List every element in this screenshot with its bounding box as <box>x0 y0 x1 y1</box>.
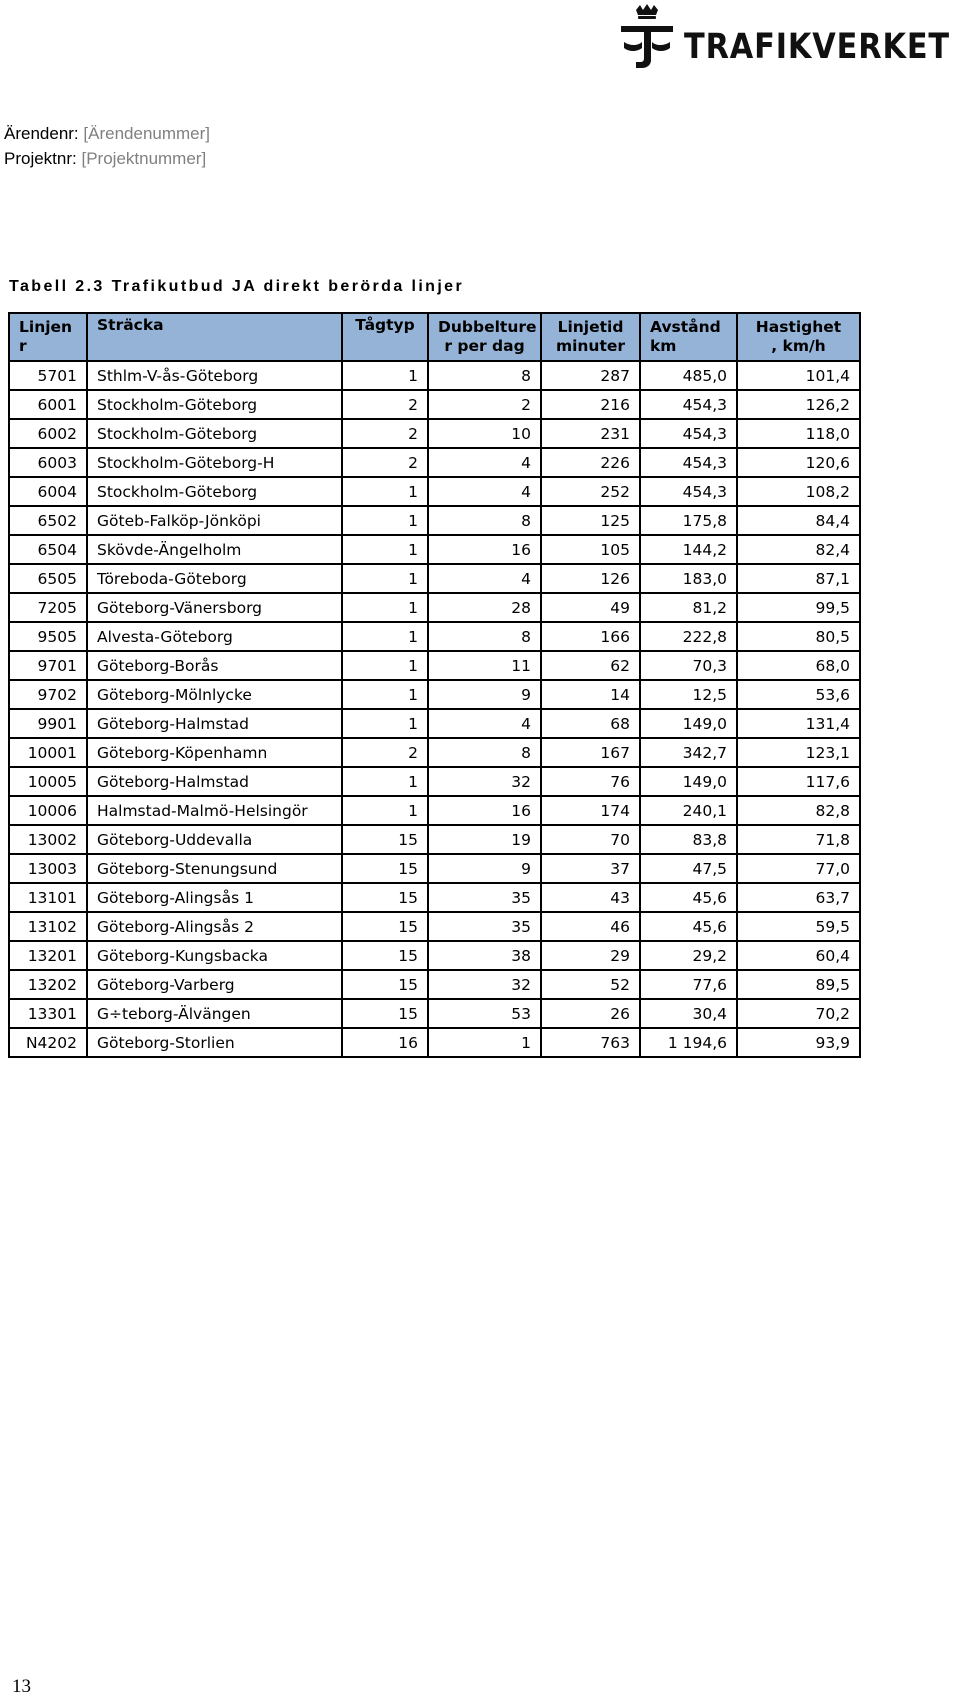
cell-tagtyp: 1 <box>342 796 428 825</box>
cell-tagtyp: 15 <box>342 941 428 970</box>
cell-avstand: 222,8 <box>640 622 737 651</box>
table-body <box>9 361 860 1057</box>
cell-linjetid: 68 <box>541 709 640 738</box>
table-row <box>9 796 860 825</box>
cell-linjenr: 6502 <box>9 506 87 535</box>
cell-linjetid: 52 <box>541 970 640 999</box>
cell-hastighet: 108,2 <box>737 477 860 506</box>
cell-hastighet: 77,0 <box>737 854 860 883</box>
cell-linjetid: 70 <box>541 825 640 854</box>
cell-linjetid: 216 <box>541 390 640 419</box>
cell-avstand: 1 194,6 <box>640 1028 737 1057</box>
cell-tagtyp: 1 <box>342 506 428 535</box>
cell-avstand: 485,0 <box>640 361 737 390</box>
projektnr-line <box>4 149 206 169</box>
cell-linjenr: 9701 <box>9 651 87 680</box>
table-row <box>9 738 860 767</box>
cell-stracka: Göteborg-Kungsbacka <box>87 941 342 970</box>
cell-linjenr: 10005 <box>9 767 87 796</box>
cell-dubbelturer: 11 <box>428 651 541 680</box>
cell-stracka: Alvesta-Göteborg <box>87 622 342 651</box>
table-row <box>9 477 860 506</box>
cell-stracka: Stockholm-Göteborg <box>87 419 342 448</box>
cell-linjetid: 763 <box>541 1028 640 1057</box>
cell-hastighet: 101,4 <box>737 361 860 390</box>
table-row <box>9 448 860 477</box>
cell-hastighet: 70,2 <box>737 999 860 1028</box>
table-caption: Tabell 2.3 Trafikutbud JA direkt berörda linjer <box>9 278 465 295</box>
cell-avstand: 29,2 <box>640 941 737 970</box>
cell-dubbelturer: 28 <box>428 593 541 622</box>
cell-stracka: Stockholm-Göteborg <box>87 390 342 419</box>
projektnr-value: [Projektnummer] <box>81 149 207 168</box>
cell-hastighet: 60,4 <box>737 941 860 970</box>
col-header-line-1: Avstånd <box>650 318 721 336</box>
table-row <box>9 854 860 883</box>
cell-stracka: Göteborg-Storlien <box>87 1028 342 1057</box>
cell-linjenr: 6001 <box>9 390 87 419</box>
cell-dubbelturer: 16 <box>428 796 541 825</box>
cell-tagtyp: 2 <box>342 390 428 419</box>
cell-hastighet: 131,4 <box>737 709 860 738</box>
cell-stracka: Halmstad-Malmö-Helsingör <box>87 796 342 825</box>
cell-avstand: 175,8 <box>640 506 737 535</box>
cell-tagtyp: 1 <box>342 535 428 564</box>
cell-hastighet: 68,0 <box>737 651 860 680</box>
cell-linjenr: 6504 <box>9 535 87 564</box>
cell-linjenr: 13301 <box>9 999 87 1028</box>
cell-tagtyp: 15 <box>342 883 428 912</box>
cell-linjenr: 10001 <box>9 738 87 767</box>
traffic-table <box>8 312 861 1058</box>
cell-tagtyp: 1 <box>342 361 428 390</box>
cell-dubbelturer: 8 <box>428 361 541 390</box>
cell-stracka: Göteborg-Uddevalla <box>87 825 342 854</box>
cell-avstand: 183,0 <box>640 564 737 593</box>
cell-stracka: Göteborg-Alingsås 1 <box>87 883 342 912</box>
cell-stracka: Sthlm-V-ås-Göteborg <box>87 361 342 390</box>
cell-avstand: 30,4 <box>640 999 737 1028</box>
cell-linjenr: 6505 <box>9 564 87 593</box>
cell-stracka: Göteborg-Mölnlycke <box>87 680 342 709</box>
cell-avstand: 47,5 <box>640 854 737 883</box>
cell-linjetid: 62 <box>541 651 640 680</box>
col-header-line-1: Sträcka <box>97 316 164 334</box>
cell-dubbelturer: 10 <box>428 419 541 448</box>
cell-tagtyp: 1 <box>342 593 428 622</box>
cell-tagtyp: 1 <box>342 564 428 593</box>
cell-stracka: G÷teborg-Älvängen <box>87 999 342 1028</box>
cell-linjetid: 174 <box>541 796 640 825</box>
col-header-line-2: , km/h <box>771 337 826 355</box>
cell-avstand: 77,6 <box>640 970 737 999</box>
col-header-hastighet <box>737 313 860 361</box>
cell-stracka: Stockholm-Göteborg <box>87 477 342 506</box>
cell-hastighet: 123,1 <box>737 738 860 767</box>
col-header-line-2: km <box>650 337 677 355</box>
cell-avstand: 70,3 <box>640 651 737 680</box>
table-row <box>9 970 860 999</box>
table-row <box>9 593 860 622</box>
cell-avstand: 45,6 <box>640 883 737 912</box>
col-header-tagtyp <box>342 313 428 361</box>
cell-avstand: 81,2 <box>640 593 737 622</box>
cell-dubbelturer: 4 <box>428 477 541 506</box>
cell-avstand: 12,5 <box>640 680 737 709</box>
cell-tagtyp: 1 <box>342 477 428 506</box>
cell-stracka: Skövde-Ängelholm <box>87 535 342 564</box>
cell-dubbelturer: 4 <box>428 448 541 477</box>
cell-tagtyp: 1 <box>342 709 428 738</box>
cell-hastighet: 93,9 <box>737 1028 860 1057</box>
cell-dubbelturer: 9 <box>428 854 541 883</box>
cell-avstand: 454,3 <box>640 419 737 448</box>
cell-dubbelturer: 19 <box>428 825 541 854</box>
cell-tagtyp: 15 <box>342 970 428 999</box>
cell-linjenr: 6004 <box>9 477 87 506</box>
cell-dubbelturer: 1 <box>428 1028 541 1057</box>
cell-hastighet: 53,6 <box>737 680 860 709</box>
cell-linjenr: 5701 <box>9 361 87 390</box>
cell-avstand: 454,3 <box>640 448 737 477</box>
cell-tagtyp: 15 <box>342 912 428 941</box>
arendenr-label: Ärendenr: <box>4 124 79 143</box>
cell-stracka: Göteborg-Alingsås 2 <box>87 912 342 941</box>
cell-tagtyp: 1 <box>342 680 428 709</box>
cell-hastighet: 82,4 <box>737 535 860 564</box>
cell-avstand: 454,3 <box>640 390 737 419</box>
cell-hastighet: 87,1 <box>737 564 860 593</box>
col-header-stracka <box>87 313 342 361</box>
cell-stracka: Göteborg-Borås <box>87 651 342 680</box>
cell-dubbelturer: 8 <box>428 506 541 535</box>
cell-linjetid: 105 <box>541 535 640 564</box>
cell-hastighet: 71,8 <box>737 825 860 854</box>
table-row <box>9 680 860 709</box>
cell-linjenr: 13003 <box>9 854 87 883</box>
arendenr-value: [Ärendenummer] <box>83 124 211 143</box>
projektnr-label: Projektnr: <box>4 149 77 168</box>
cell-dubbelturer: 32 <box>428 970 541 999</box>
cell-tagtyp: 1 <box>342 651 428 680</box>
col-header-linjetid <box>541 313 640 361</box>
table-row <box>9 506 860 535</box>
cell-linjetid: 37 <box>541 854 640 883</box>
col-header-linjenr <box>9 313 87 361</box>
cell-hastighet: 99,5 <box>737 593 860 622</box>
col-header-line-1: Linjetid <box>557 318 624 336</box>
table-row <box>9 912 860 941</box>
cell-linjetid: 125 <box>541 506 640 535</box>
cell-stracka: Göteborg-Varberg <box>87 970 342 999</box>
col-header-line-1: Hastighet <box>755 318 842 336</box>
table-header-row <box>9 313 860 361</box>
cell-linjetid: 231 <box>541 419 640 448</box>
cell-dubbelturer: 32 <box>428 767 541 796</box>
cell-linjetid: 252 <box>541 477 640 506</box>
cell-hastighet: 80,5 <box>737 622 860 651</box>
cell-linjenr: 9702 <box>9 680 87 709</box>
cell-tagtyp: 15 <box>342 825 428 854</box>
table-row <box>9 825 860 854</box>
cell-stracka: Töreboda-Göteborg <box>87 564 342 593</box>
cell-linjetid: 14 <box>541 680 640 709</box>
cell-dubbelturer: 4 <box>428 564 541 593</box>
cell-hastighet: 84,4 <box>737 506 860 535</box>
cell-tagtyp: 2 <box>342 448 428 477</box>
cell-linjenr: N4202 <box>9 1028 87 1057</box>
cell-tagtyp: 16 <box>342 1028 428 1057</box>
cell-linjenr: 13201 <box>9 941 87 970</box>
table-row <box>9 1028 860 1057</box>
cell-hastighet: 59,5 <box>737 912 860 941</box>
cell-tagtyp: 1 <box>342 622 428 651</box>
cell-hastighet: 82,8 <box>737 796 860 825</box>
cell-linjetid: 46 <box>541 912 640 941</box>
cell-avstand: 149,0 <box>640 767 737 796</box>
cell-linjetid: 126 <box>541 564 640 593</box>
cell-stracka: Göteborg-Vänersborg <box>87 593 342 622</box>
cell-stracka: Stockholm-Göteborg-H <box>87 448 342 477</box>
cell-dubbelturer: 2 <box>428 390 541 419</box>
arendenr-line <box>4 124 210 144</box>
cell-linjetid: 76 <box>541 767 640 796</box>
cell-linjetid: 226 <box>541 448 640 477</box>
col-header-line-1: Dubbelture <box>438 318 537 336</box>
trafikverket-logo-text: TRAFIKVERKET <box>684 27 950 67</box>
cell-dubbelturer: 53 <box>428 999 541 1028</box>
table-row <box>9 564 860 593</box>
cell-linjenr: 9505 <box>9 622 87 651</box>
table-row <box>9 709 860 738</box>
table-row <box>9 535 860 564</box>
cell-tagtyp: 2 <box>342 419 428 448</box>
cell-hastighet: 89,5 <box>737 970 860 999</box>
cell-dubbelturer: 35 <box>428 883 541 912</box>
cell-dubbelturer: 9 <box>428 680 541 709</box>
table-row <box>9 883 860 912</box>
table-row <box>9 999 860 1028</box>
cell-linjenr: 7205 <box>9 593 87 622</box>
cell-tagtyp: 15 <box>342 999 428 1028</box>
cell-linjenr: 13002 <box>9 825 87 854</box>
cell-linjenr: 9901 <box>9 709 87 738</box>
col-header-line-2: r per dag <box>444 337 525 355</box>
cell-linjetid: 167 <box>541 738 640 767</box>
cell-dubbelturer: 8 <box>428 622 541 651</box>
cell-hastighet: 126,2 <box>737 390 860 419</box>
table-row <box>9 390 860 419</box>
cell-dubbelturer: 35 <box>428 912 541 941</box>
cell-avstand: 144,2 <box>640 535 737 564</box>
cell-stracka: Göteborg-Halmstad <box>87 767 342 796</box>
col-header-line-1: Linjen <box>19 318 73 336</box>
cell-hastighet: 120,6 <box>737 448 860 477</box>
cell-dubbelturer: 16 <box>428 535 541 564</box>
cell-tagtyp: 15 <box>342 854 428 883</box>
cell-hastighet: 117,6 <box>737 767 860 796</box>
cell-stracka: Göteborg-Halmstad <box>87 709 342 738</box>
cell-hastighet: 63,7 <box>737 883 860 912</box>
cell-linjenr: 13101 <box>9 883 87 912</box>
cell-linjetid: 287 <box>541 361 640 390</box>
cell-linjetid: 43 <box>541 883 640 912</box>
cell-avstand: 45,6 <box>640 912 737 941</box>
col-header-avstand <box>640 313 737 361</box>
table-row <box>9 419 860 448</box>
trafikverket-logo-graphic <box>618 2 954 74</box>
cell-avstand: 454,3 <box>640 477 737 506</box>
cell-linjenr: 13202 <box>9 970 87 999</box>
table-row <box>9 941 860 970</box>
table-row <box>9 767 860 796</box>
trafikverket-logo <box>618 2 954 74</box>
cell-avstand: 83,8 <box>640 825 737 854</box>
table-row <box>9 361 860 390</box>
col-header-line-2: r <box>19 337 27 355</box>
cell-avstand: 342,7 <box>640 738 737 767</box>
cell-linjetid: 29 <box>541 941 640 970</box>
cell-linjenr: 10006 <box>9 796 87 825</box>
cell-linjenr: 6002 <box>9 419 87 448</box>
table-row <box>9 622 860 651</box>
cell-dubbelturer: 38 <box>428 941 541 970</box>
cell-stracka: Göteborg-Köpenhamn <box>87 738 342 767</box>
cell-avstand: 240,1 <box>640 796 737 825</box>
cell-dubbelturer: 8 <box>428 738 541 767</box>
cell-linjetid: 49 <box>541 593 640 622</box>
cell-avstand: 149,0 <box>640 709 737 738</box>
cell-dubbelturer: 4 <box>428 709 541 738</box>
col-header-dubbelturer <box>428 313 541 361</box>
cell-stracka: Göteb-Falköp-Jönköpi <box>87 506 342 535</box>
cell-linjenr: 13102 <box>9 912 87 941</box>
cell-stracka: Göteborg-Stenungsund <box>87 854 342 883</box>
table-row <box>9 651 860 680</box>
cell-linjenr: 6003 <box>9 448 87 477</box>
col-header-line-2: minuter <box>555 337 626 355</box>
cell-hastighet: 118,0 <box>737 419 860 448</box>
cell-linjetid: 166 <box>541 622 640 651</box>
cell-tagtyp: 1 <box>342 767 428 796</box>
col-header-line-1: Tågtyp <box>355 316 415 334</box>
page-number: 13 <box>12 1676 31 1697</box>
cell-linjetid: 26 <box>541 999 640 1028</box>
cell-tagtyp: 2 <box>342 738 428 767</box>
